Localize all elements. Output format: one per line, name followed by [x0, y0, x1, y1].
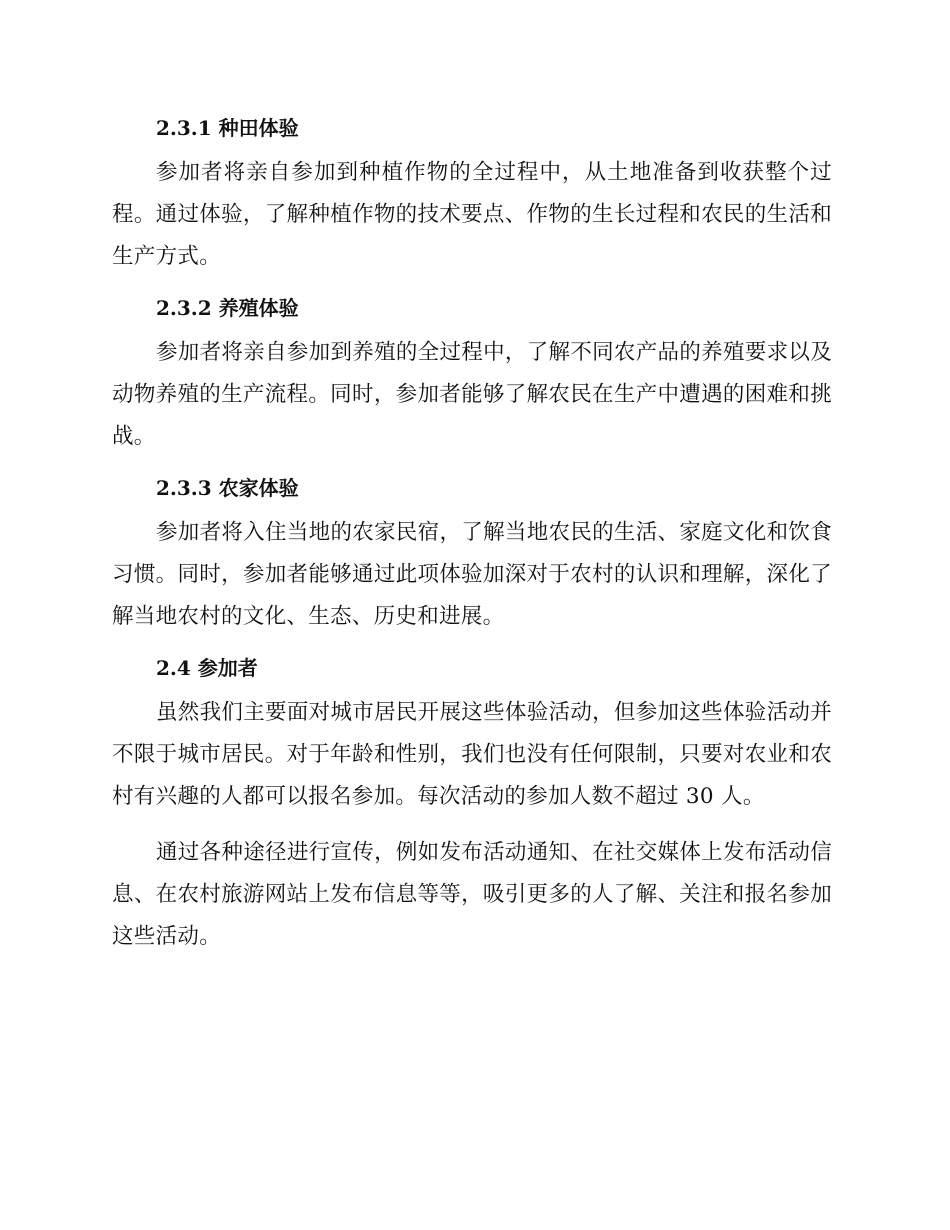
- spacer: [112, 144, 832, 152]
- spacer: [112, 458, 832, 472]
- section-paragraph-2-4-first: 虽然我们主要面对城市居民开展这些体验活动，但参加这些体验活动并不限于城市居民。对于年龄和性别，我们也没有任何限制，只要对农业和农村有兴趣的人都可以报名参加。每次活动的参加人数不超过 30 人。: [112, 700, 832, 809]
- document-content: [112, 112, 832, 958]
- section-paragraph-2-4-second: 通过各种途径进行宣传，例如发布活动通知、在社交媒体上发布活动信息、在农村旅游网站上发布信息等等，吸引更多的人了解、关注和报名参加这些活动。: [112, 840, 832, 949]
- section-paragraph-2-3-2: 参加者将亲自参加到养殖的全过程中，了解不同农产品的养殖要求以及动物养殖的生产流程。同时，参加者能够了解农民在生产中遭遇的困难和挑战。: [112, 340, 832, 449]
- section-heading-2-3-3: 2.3.3 农家体验: [156, 476, 299, 500]
- spacer: [112, 638, 832, 652]
- spacer: [112, 324, 832, 332]
- spacer: [112, 278, 832, 292]
- spacer: [112, 818, 832, 832]
- spacer: [112, 684, 832, 692]
- section-paragraph-2-3-1: 参加者将亲自参加到种植作物的全过程中，从土地准备到收获整个过程。通过体验，了解种植作物的技术要点、作物的生长过程和农民的生活和生产方式。: [112, 160, 832, 269]
- section-heading-2-3-1: 2.3.1 种田体验: [156, 116, 299, 140]
- section-heading-2-3-2: 2.3.2 养殖体验: [156, 296, 299, 320]
- section-heading-2-4: 2.4 参加者: [156, 656, 258, 680]
- spacer: [112, 504, 832, 512]
- section-paragraph-2-3-3: 参加者将入住当地的农家民宿，了解当地农民的生活、家庭文化和饮食习惯。同时，参加者能够通过此项体验加深对于农村的认识和理解，深化了解当地农村的文化、生态、历史和进展。: [112, 520, 832, 629]
